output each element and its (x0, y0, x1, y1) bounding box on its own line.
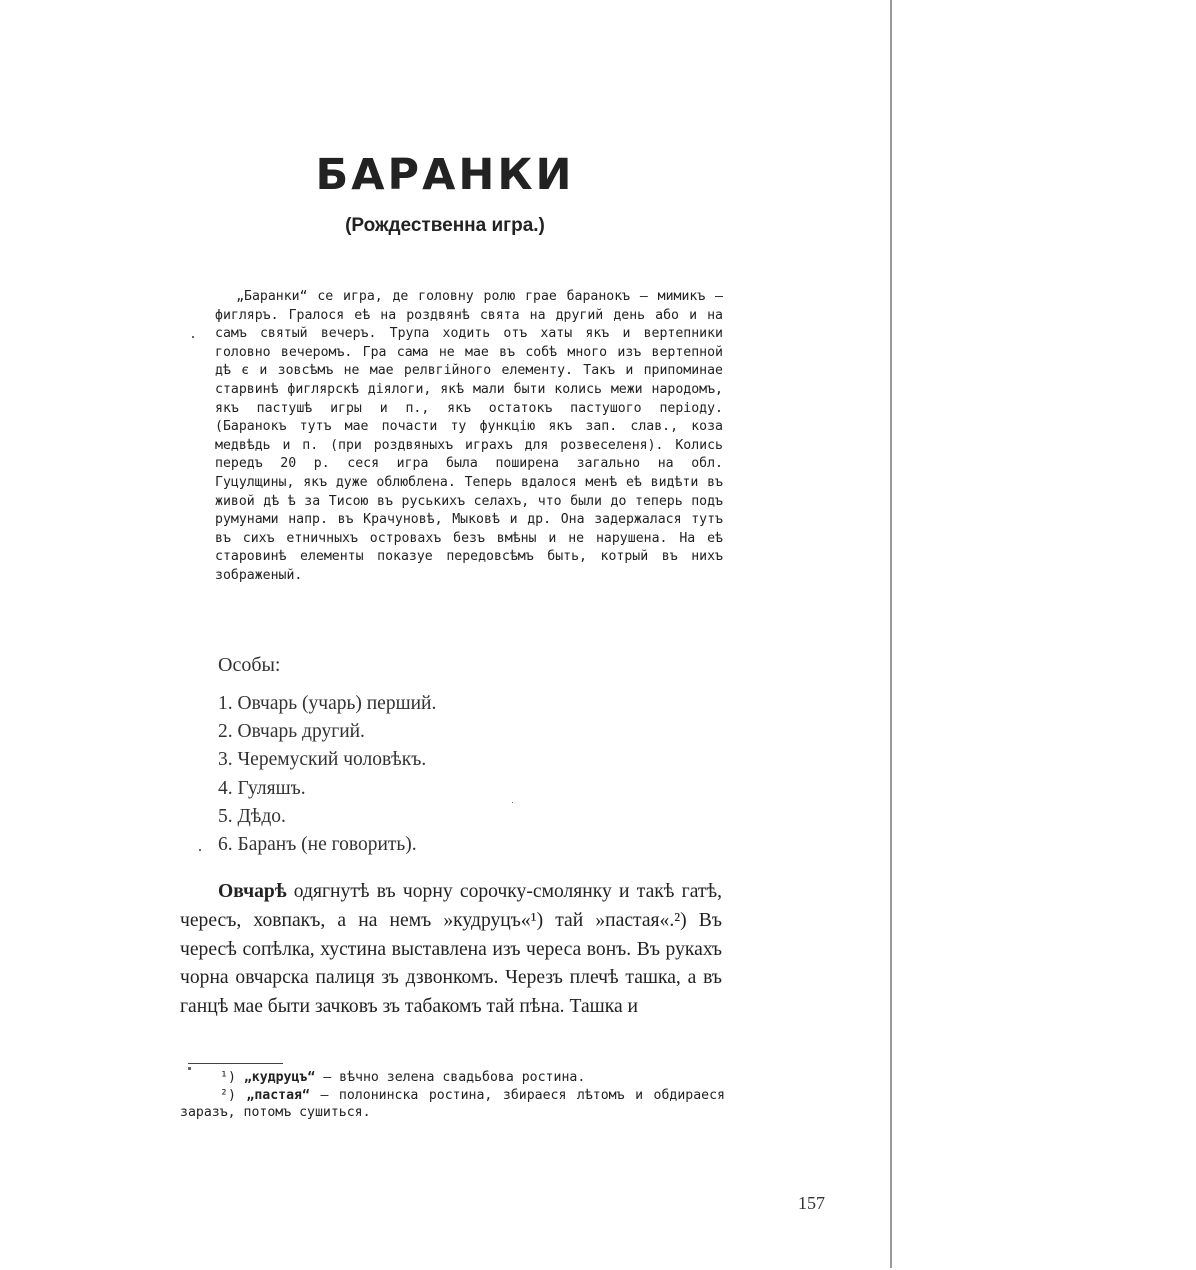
footnote-2 (180, 1087, 725, 1122)
persons-label: Особы: (218, 654, 281, 676)
page-title: БАРАНКИ (315, 150, 575, 200)
footnote-term: „кудруцъ“ (243, 1070, 316, 1085)
list-item: 2. Овчарь другий. (218, 721, 365, 743)
list-item: 1. Овчарь (учарь) перший. (218, 693, 437, 714)
persons-list (218, 690, 436, 859)
list-item: 5. Дѣдо. (218, 805, 286, 827)
page-subtitle: (Рождественна игра.) (345, 215, 545, 236)
footnotes (180, 1069, 725, 1122)
list-item: 3. Черемуский чоловѣкъ. (218, 749, 427, 771)
footnote-divider (188, 1063, 283, 1064)
scan-speck (192, 336, 194, 338)
footnote-term: „пастая“ (246, 1087, 310, 1103)
description-text: одягнутѣ въ чорну сорочку-смолянку и такѣ гатѣ, чересъ, ховпакъ, а на немъ »кудруцъ«¹) тай »пастая«.²) Въ чересѣ сопѣлка, хустина выставлена изъ череса вонъ. Въ рукахъ чорна овчарска палиця зъ дзвонкомъ. Черезъ плечѣ ташка, а въ ганцѣ мае быти зачковъ зъ табакомъ тай пѣна. Ташка и (180, 881, 722, 1018)
description-paragraph (180, 878, 722, 1022)
list-item: 6. Баранъ (не говорить). (218, 834, 417, 856)
footnote-1 (180, 1069, 725, 1087)
description-lead-word: Овчарѣ (218, 881, 287, 902)
scan-speck (199, 849, 201, 851)
footnote-marker: ¹) (220, 1070, 236, 1085)
intro-paragraph: „Баранки“ се игра, де головну ролю грае баранокъ — мимикъ — фигляръ. Гралося еѣ на роздвянѣ свята на другий день або и на самъ святый вечеръ. Трупа ходить отъ хаты якъ и вертепники головно вечеромъ. Гра сама не мае въ собѣ много изъ вертепной дѣ є и зовсѣмъ не мае релвгійного елементу. Такъ и припоминае старвинѣ фиглярскѣ діялоги, якѣ мали быти колись межи народомъ, якъ пастушѣ игры и п., якъ остатокъ пастушого періоду. (Баранокъ тутъ мае почасти ту функцію якъ зап. слав., коза медвѣдь и п. (при роздвяныхъ играхъ для розвеселеня). Колись передъ 20 р. сеся игра была поширена загально на обл. Гуцулщины, якъ дуже облюблена. Теперь вдалося менѣ еѣ видѣти въ живой дѣ ѣ за Тисою въ руськихъ селахъ, что были до теперь подъ румунами напр. въ Крачуновѣ, Мыковѣ и др. Она задержалася тутъ въ сихъ етничныхъ островахъ безъ вмѣны и не нарушена. На еѣ старовинѣ елементы показуе передовсѣмъ быть, котрый въ нихъ зображеный. (215, 289, 723, 583)
list-item: 4. Гуляшъ. (218, 777, 306, 799)
footnote-text: — полонинска ростина, збираеся лѣтомъ и обдираеся заразъ, потомъ сушиться. (180, 1087, 725, 1120)
scan-speck (512, 802, 513, 803)
footnote-marker: ²) (220, 1087, 236, 1103)
scan-speck (188, 1067, 191, 1070)
page-number: 157 (798, 1193, 825, 1213)
footnote-text: — вѣчно зелена свадьбова ростина. (315, 1070, 586, 1085)
